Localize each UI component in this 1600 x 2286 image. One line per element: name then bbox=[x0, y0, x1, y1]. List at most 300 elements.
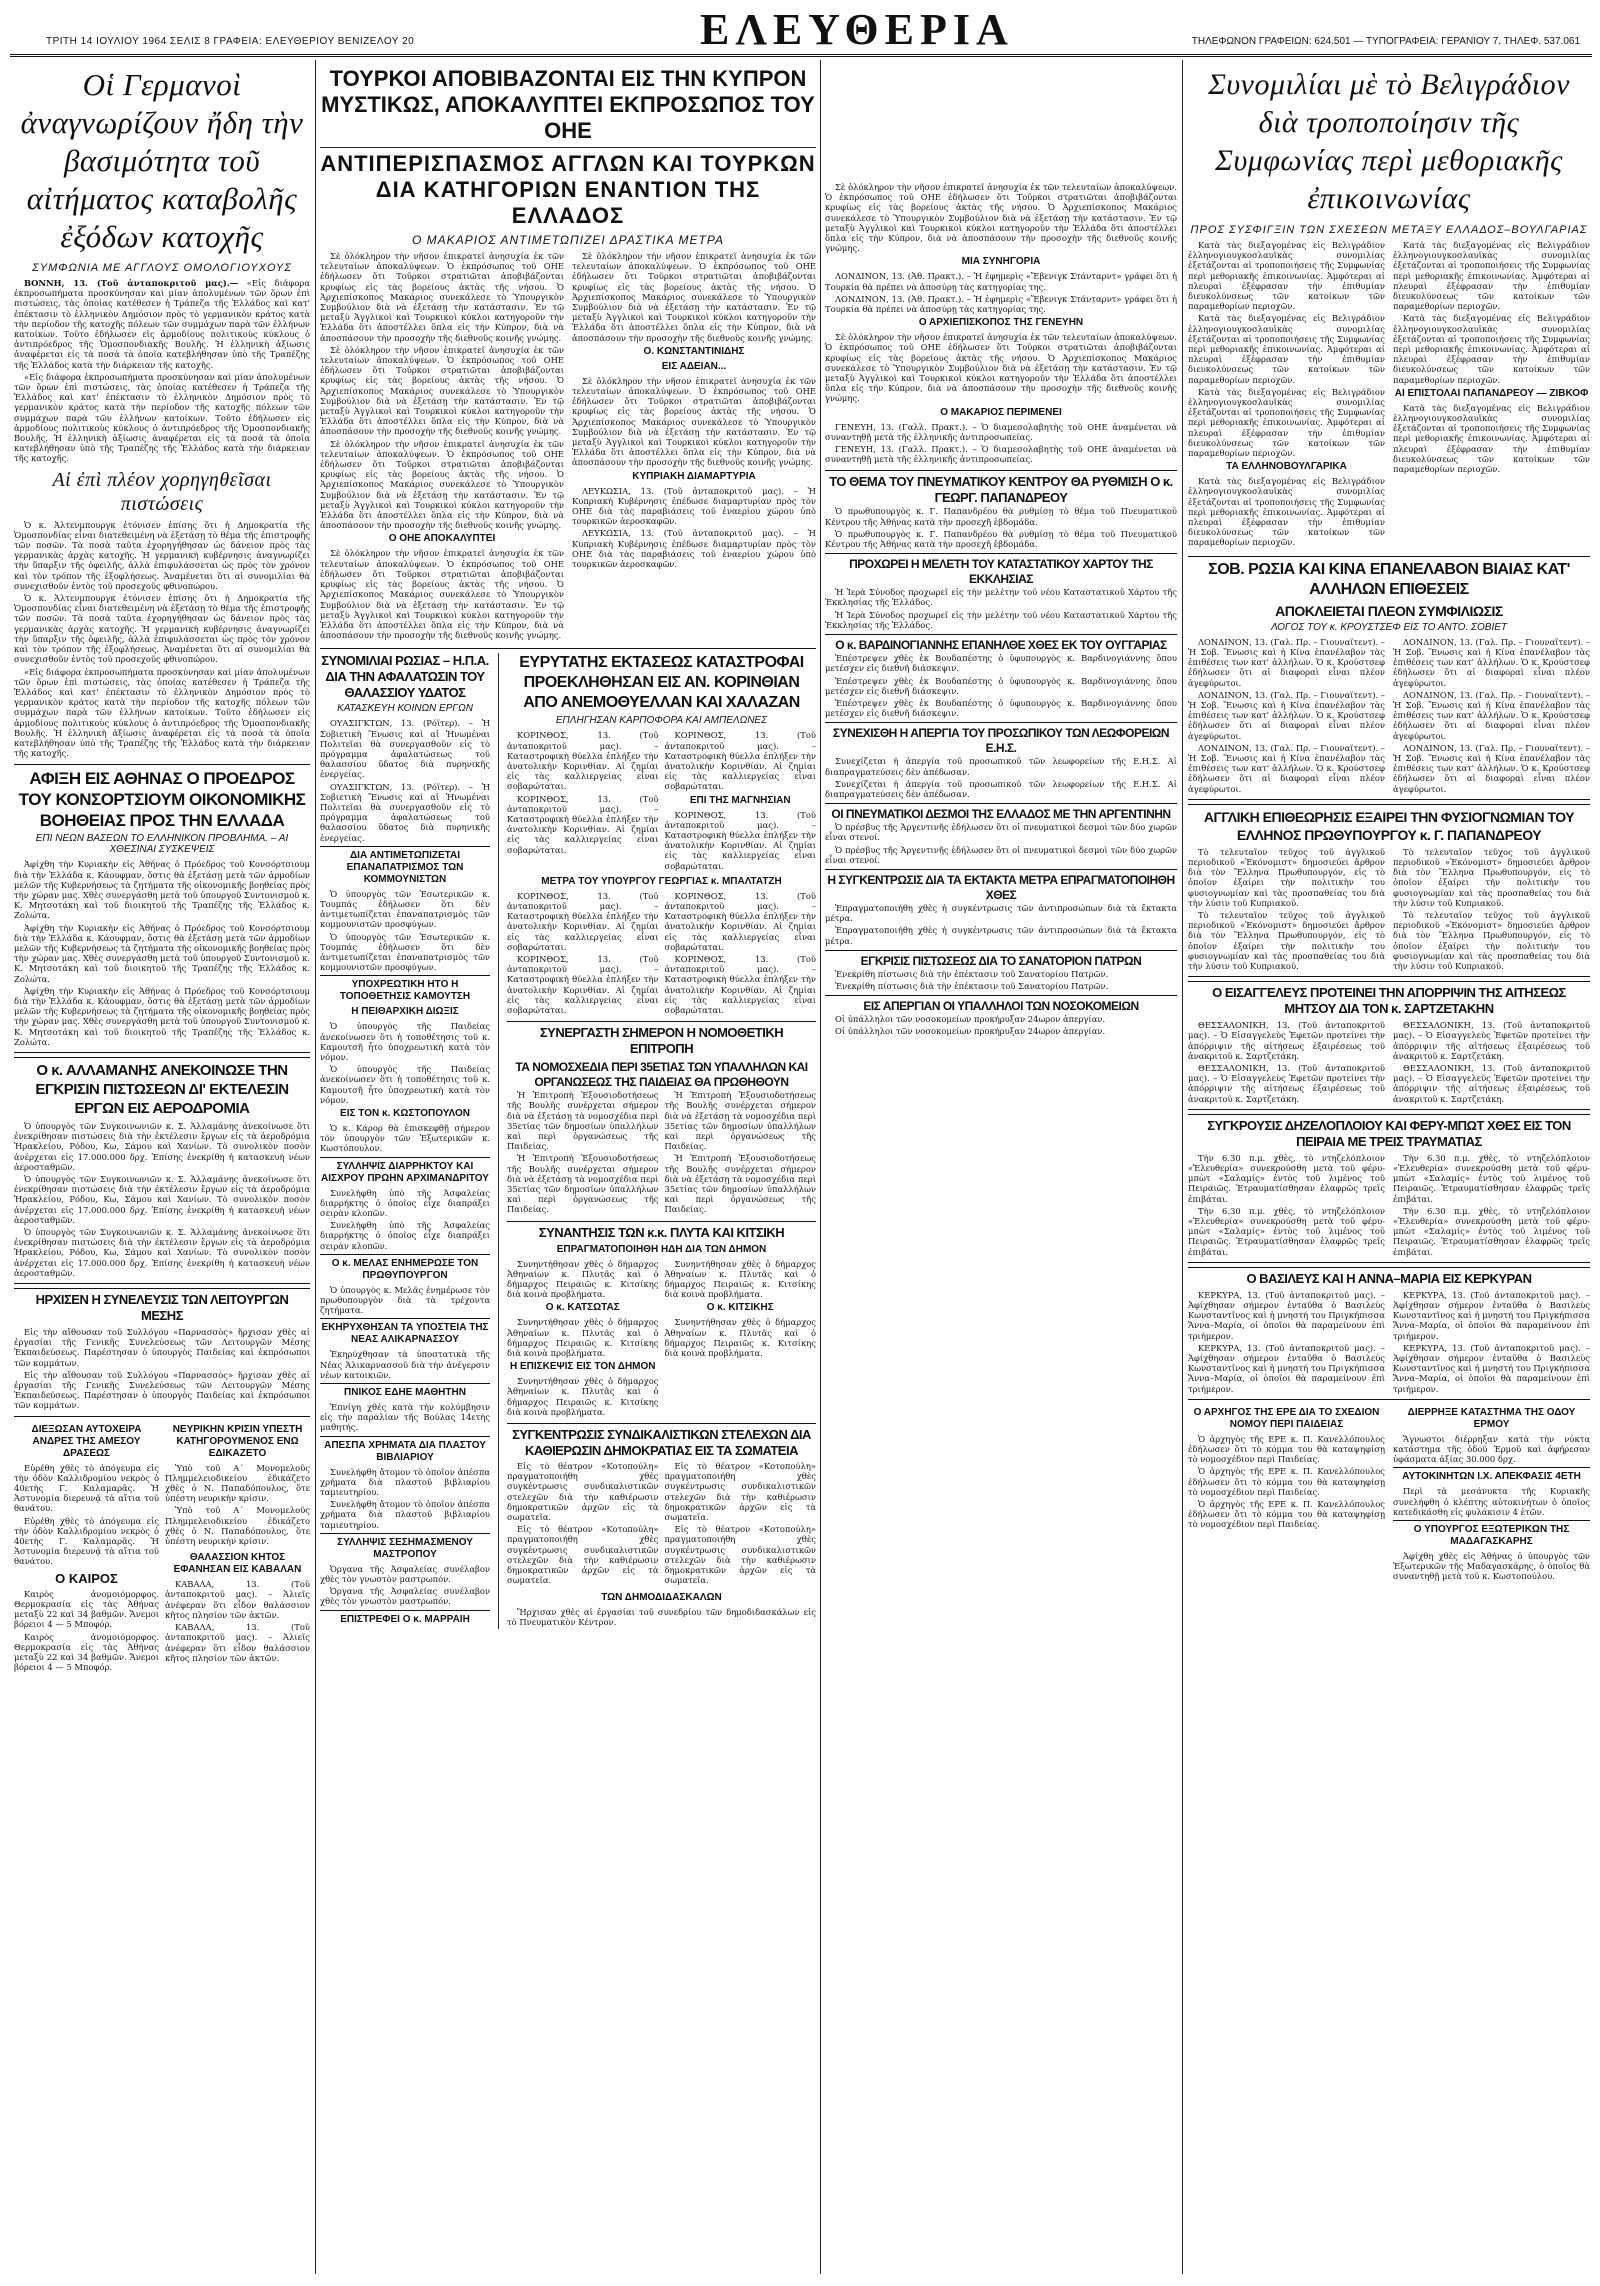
article-text: Ἀφίχθη τὴν Κυριακὴν εἰς Ἀθήνας ὁ Πρόεδρος τοῦ Κονσόρτσιουμ διὰ τὴν Ἑλλάδα κ. Κάουφμαν, ὅστις θὰ ἐξετάσῃ μετὰ τῶν ἁρμοδίων μελῶν τῆς Κυβερνήσεως τὰ ζητήματα τῆς οἰκονομικῆς βοηθείας πρὸς τὴν χώραν μας. Χθὲς συνεργάσθη μετὰ τοῦ ὑπουργοῦ Συντονισμοῦ κ. Κ. Μητσοτάκη καὶ τοῦ διοικητοῦ τῆς Τραπέζης τῆς Ἑλλάδος κ. Ζολώτα. bbox=[14, 922, 310, 984]
king-columns bbox=[1188, 1290, 1590, 1396]
article-body bbox=[572, 251, 816, 642]
article-headline: Ο ΒΑΣΙΛΕΥΣ ΚΑΙ Η ΑΝΝΑ–ΜΑΡΙΑ ΕΙΣ ΚΕΡΚΥΡΑΝ bbox=[1246, 1270, 1532, 1286]
article-body bbox=[1188, 637, 1385, 796]
article-text: ΚΟΡΙΝΘΟΣ, 13. (Τοῦ ἀνταποκριτοῦ μας). – Καταστροφικὴ θύελλα ἐπλήξεν τὴν ἀνατολικὴν Κορινθίαν. Αἱ ζημίαι εἰς τὰς καλλιεργείας εἶναι σοβαρώταται. bbox=[664, 809, 816, 871]
article-text: ΚΑΒΑΛΑ, 13. (Τοῦ ἀνταποκριτοῦ μας). – Ἁλιεῖς ἀνέφεραν ὅτι εἶδον θαλάσσιον κῆτος πλησίον τῶν ἀκτῶν. bbox=[165, 1622, 310, 1663]
article-text: ΚΟΡΙΝΘΟΣ, 13. (Τοῦ ἀνταποκριτοῦ μας). – Καταστροφικὴ θύελλα ἐπλήξεν τὴν ἀνατολικὴν Κορινθίαν. Αἱ ζημίαι εἰς τὰς καλλιεργείας εἶναι σοβαρώταται. bbox=[507, 730, 659, 792]
article-text: Ὁ ὑπουργὸς τῶν Ἐσωτερικῶν κ. Τουμπάς ἐδήλωσεν ὅτι δὲν ἀντιμετωπίζεται ἐπαναπατρισμὸς τῶν κομμουνιστῶν προσφύγων. bbox=[320, 888, 490, 930]
soviet-columns bbox=[1188, 637, 1590, 796]
article-body bbox=[320, 1188, 490, 1251]
subheading: Ο. ΚΩΝΣΤΑΝΤΙΝΙΔΗΣ bbox=[643, 345, 745, 357]
article-body bbox=[1393, 1290, 1590, 1396]
ferry-columns bbox=[1188, 1153, 1590, 1259]
article-text: Ὁ πρέσβυς τῆς Ἀργεντινῆς ἐδήλωσεν ὅτι οἱ πνευματικοὶ δεσμοὶ τῶν δύο χωρῶν εἶναι στενοί. bbox=[825, 822, 1177, 843]
article-headline: Η ΣΥΓΚΕΝΤΡΩΣΙΣ ΔΙΑ ΤΑ ΕΚΤΑΚΤΑ ΜΕΤΡΑ ΕΠΡΑΓΜΑΤΟΠΟΙΗΘΗ ΧΘΕΣ bbox=[827, 872, 1175, 902]
article-text: Κατὰ τὰς διεξαγομένας εἰς Βελιγράδιον ἑλληνογιουγκοσλαυϊκὰς συνομιλίας ἐξετάζονται αἱ τροποποιήσεις τῆς Συμφωνίας περὶ μεθοριακῆς ἐπικοινωνίας. Ἀμφότεραι αἱ πλευραὶ ἐξέφρασαν τὴν ἐπιθυμίαν διευκολύνσεως τῶν κατοίκων τῶν παραμεθορίων περιοχῶν. bbox=[1188, 386, 1385, 459]
article-text: Ἐνεκρίθη πίστωσις διὰ τὴν ἐπέκτασιν τοῦ Σανατορίου Πατρῶν. bbox=[835, 968, 1109, 979]
column-rule bbox=[1182, 60, 1183, 2274]
article-headline: ΤΟ ΘΕΜΑ ΤΟΥ ΠΝΕΥΜΑΤΙΚΟΥ ΚΕΝΤΡΟΥ ΘΑ ΡΥΘΜΙΣΗ Ο κ. ΓΕΩΡΓ. ΠΑΠΑΝΔΡΕΟΥ bbox=[829, 474, 1173, 506]
article-body bbox=[665, 1259, 817, 1419]
article-text: Ἡ Ἐπιτροπὴ Ἐξουσιοδοτήσεως τῆς Βουλῆς συνέρχεται σήμερον διὰ νὰ ἐξετάσῃ τὰ νομοσχέδια περὶ 35ετίας τῶν δημοσίων ὑπαλλήλων καὶ περὶ ὀργανώσεως τῆς Παιδείας. bbox=[507, 1153, 659, 1215]
article-body bbox=[825, 1014, 1177, 1036]
article-body bbox=[14, 859, 310, 1047]
article-text: Ἐπέστρεψεν χθὲς ἐκ Βουδαπέστης ὁ ὑφυπουργὸς κ. Βαρδινογιάννης ὅπου μετέσχεν εἰς διεθνῆ διάσκεψιν. bbox=[825, 675, 1177, 696]
article-text: Τὸ τελευταῖον τεῦχος τοῦ ἀγγλικοῦ περιοδικοῦ «Ἐκόνομιστ» δημοσιεύει ἄρθρον διὰ τὸν Ἕλληνα Πρωθυπουργόν, εἰς τὸ ὁποῖον ἐξαίρει τὴν πολιτικὴν του φυσιογνωμίαν καὶ τὰς προσπαθείας του διὰ τὴν λύσιν τοῦ Κυπριακοῦ. bbox=[1188, 846, 1385, 908]
article-body bbox=[1393, 1551, 1590, 1582]
article-body bbox=[320, 1564, 490, 1607]
article-text: Σὲ ὁλόκληρον τὴν νῆσον ἐπικρατεῖ ἀνησυχία ἐκ τῶν τελευταίων ἀποκαλύψεων. Ὁ ἐκπρόσωπος τοῦ ΟΗΕ ἐδήλωσεν ὅτι Τοῦρκοι στρατιῶται ἀποβιβάζονται κρυφίως εἰς τὰς βορείους ἀκτὰς τῆς νήσου. Ὁ Ἀρχιεπίσκοπος Μακάριος συνεκάλεσε τὸ Ὑπουργικὸν Συμβούλιον διὰ νὰ ἐξετάσῃ τὴν κατάστασιν. Ἐν τῷ μεταξὺ Ἀγγλικοὶ καὶ Τουρκικοὶ κύκλοι κατηγοροῦν τὴν Ἑλλάδα ὅτι ἀποστέλλει ὅπλα εἰς τὴν Κύπρον, διὰ νὰ ἀποσπάσουν τὴν προσοχὴν τῆς διεθνοῦς κοινῆς γνώμης. bbox=[825, 332, 1177, 404]
column-right-center bbox=[825, 62, 1177, 2276]
article-body bbox=[825, 506, 1177, 549]
article-gathering bbox=[825, 869, 1177, 946]
corinth-columns bbox=[507, 730, 816, 872]
article-suicide bbox=[14, 1421, 159, 1675]
article-text: Σὲ ὁλόκληρον τὴν νῆσον ἐπικρατεῖ ἀνησυχία ἐκ τῶν τελευταίων ἀποκαλύψεων. Ὁ ἐκπρόσωπος τοῦ ΟΗΕ ἐδήλωσεν ὅτι Τοῦρκοι στρατιῶται ἀποβιβάζονται κρυφίως εἰς τὰς βορείους ἀκτὰς τῆς νήσου. Ὁ Ἀρχιεπίσκοπος Μακάριος συνεκάλεσε τὸ Ὑπουργικὸν Συμβούλιον διὰ νὰ ἐξετάσῃ τὴν κατάστασιν. Ἐν τῷ μεταξὺ Ἀγγλικοὶ καὶ Τουρκικοὶ κύκλοι κατηγοροῦν τὴν Ἑλλάδα ὅτι ἀποστέλλει ὅπλα εἰς τὴν Κύπρον, διὰ νὰ ἀποσπάσουν τὴν προσοχὴν τῆς διεθνοῦς κοινῆς γνώμης. bbox=[320, 438, 564, 531]
article-headline: ΑΠΕΣΠΑ ΧΡΗΜΑΤΑ ΔΙΑ ΠΛΑΣΤΟΥ ΒΙΒΛΙΑΡΙΟΥ bbox=[320, 1436, 490, 1464]
article-headline: ΘΑΛΑΣΣΙΟΝ ΚΗΤΟΣ ΕΦΑΝΗΣΑΝ ΕΙΣ ΚΑΒΑΛΑΝ bbox=[173, 1552, 302, 1576]
article-body bbox=[825, 903, 1177, 946]
article-text: «Εἰς διάφορα ἐκπροσωπήματα προσκύνησαν καὶ μίαν ἀπολυμένων τῶν ὅρων ἐπὶ πιστώσεις, τὰς ὁποίας κατέθεσεν ἡ Τράπεζα τῆς Ἑλλάδος καὶ κατ' ἐπέκτασιν τὸ ἑλληνικὸν Δημόσιον πρὸς τὸ γερμανικὸν κράτος κατὰ τὴν περίοδον τῆς κατοχῆς πόλεων τῶν συμμάχων παρὰ τῶν ἐλλήνων κατοίκων. Τοῦτο ἐδήλωσεν εἰς ἀρμοδίους πολιτικοὺς κύκλους ὁ ἀντιπρόεδρος τῆς Ὁμοσπονδιακῆς Βουλῆς. Ἡ ἑλληνικὴ ἀξίωσις ἀναφέρεται εἰς τὰ ποσὰ τὰ ὁποῖα κατεβλήθησαν ὑπὸ τῆς Τραπέζης τῆς Ἑλλάδος κατὰ τὴν διάρκειαν τῆς κατοχῆς. bbox=[14, 371, 310, 464]
article-text: Εἰς τὸ θέατρον «Κοτοπούλη» πραγματοποιήθη χθὲς συγκέντρωσις συνδικαλιστικῶν στελεχῶν διὰ τὴν καθιέρωσιν δημοκρατικῶν ἀρχῶν εἰς τὰ σωματεῖα. bbox=[507, 1524, 659, 1586]
article-kicker: ΛΟΓΟΣ ΤΟΥ κ. ΚΡΟΥΣΤΣΕΦ ΕΙΣ ΤΟ ΑΝΤΟ. ΣΟΒΙΕΤ bbox=[1270, 621, 1507, 633]
article-text: Τὴν 6.30 π.μ. χθὲς, τὸ ντηζελόπλοιον «Ἐλευθερία» συνεκρούσθη μετὰ τοῦ φέρυ-μπὼτ «Σαλαμίς» ἐντὸς τοῦ λιμένος τοῦ Πειραιῶς. Ἐτραυματίσθησαν ἐλαφρῶς τρεῖς ἐπιβάται. bbox=[1393, 1205, 1590, 1257]
article-unions bbox=[507, 1423, 816, 1587]
column-right bbox=[1188, 62, 1590, 2276]
article-body bbox=[1188, 1153, 1385, 1259]
article-body bbox=[1188, 1290, 1385, 1396]
article-text: Ἡ Ἱερὰ Σύνοδος προχωρεῖ εἰς τὴν μελέτην τοῦ νέου Καταστατικοῦ Χάρτου τῆς Ἐκκλησίας τῆς Ἑλλάδος. bbox=[825, 587, 1177, 608]
article-text: Σὲ ὁλόκληρον τὴν νῆσον ἐπικρατεῖ ἀνησυχία ἐκ τῶν τελευταίων ἀποκαλύψεων. Ὁ ἐκπρόσωπος τοῦ ΟΗΕ ἐδήλωσεν ὅτι Τοῦρκοι στρατιῶται ἀποβιβάζονται κρυφίως εἰς τὰς βορείους ἀκτὰς τῆς νήσου. Ὁ Ἀρχιεπίσκοπος Μακάριος συνεκάλεσε τὸ Ὑπουργικὸν Συμβούλιον διὰ νὰ ἐξετάσῃ τὴν κατάστασιν. Ἐν τῷ μεταξὺ Ἀγγλικοὶ καὶ Τουρκικοὶ κύκλοι κατηγοροῦν τὴν Ἑλλάδα ὅτι ἀποστέλλει ὅπλα εἰς τὴν Κύπρον, διὰ νὰ ἀποσπάσουν τὴν προσοχὴν τῆς διεθνοῦς κοινῆς γνώμης. bbox=[825, 182, 1177, 254]
article-text: Ὁ ἀρχηγὸς τῆς ΕΡΕ κ. Π. Κανελλόπουλος ἐδήλωσεν ὅτι τὸ κόμμα του θὰ καταψηφίσῃ τὸ νομοσχέδιον περὶ Παιδείας. bbox=[1188, 1466, 1385, 1497]
article-text: ΚΟΡΙΝΘΟΣ, 13. (Τοῦ ἀνταποκριτοῦ μας). – Καταστροφικὴ θύελλα ἐπλήξεν τὴν ἀνατολικὴν Κορινθίαν. Αἱ ζημίαι εἰς τὰς καλλιεργείας εἶναι σοβαρώταται. bbox=[664, 890, 816, 952]
article-headline: ΠΝΙΚΟΣ ΕΔΗΕ ΜΑΘΗΤΗΝ bbox=[320, 1383, 490, 1399]
article-headline: ΔΙΑ ΑΝΤΙΜΕΤΩΠΙΖΕΤΑΙ ΕΠΑΝΑΠΑΤΡΙΣΜΟΣ ΤΩΝ ΚΟΜΜΟΥΝΙΣΤΩΝ bbox=[320, 846, 490, 886]
article-headline: ΔΙΕΡΡΗΞΕ ΚΑΤΑΣΤΗΜΑ ΤΗΣ ΟΔΟΥ ΕΡΜΟΥ bbox=[1407, 1406, 1576, 1430]
article-kicker: ΕΠΛΗΓΗΣΑΝ ΚΑΡΠΟΦΟΡΑ ΚΑΙ ΑΜΠΕΛΩΝΕΣ bbox=[555, 715, 768, 727]
article-text: Σὲ ὁλόκληρον τὴν νῆσον ἐπικρατεῖ ἀνησυχία ἐκ τῶν τελευταίων ἀποκαλύψεων. Ὁ ἐκπρόσωπος τοῦ ΟΗΕ ἐδήλωσεν ὅτι Τοῦρκοι στρατιῶται ἀποβιβάζονται κρυφίως εἰς τὰς βορείους ἀκτὰς τῆς νήσου. Ὁ Ἀρχιεπίσκοπος Μακάριος συνεκάλεσε τὸ Ὑπουργικὸν Συμβούλιον διὰ νὰ ἐξετάσῃ τὴν κατάστασιν. Ἐν τῷ μεταξὺ Ἀγγλικοὶ καὶ Τουρκικοὶ κύκλοι κατηγοροῦν τὴν Ἑλλάδα ὅτι ἀποστέλλει ὅπλα εἰς τὴν Κύπρον, διὰ νὰ ἀποσπάσουν τὴν προσοχὴν τῆς διεθνοῦς κοινῆς γνώμης. bbox=[572, 251, 816, 343]
article-text: Τὴν 6.30 π.μ. χθὲς, τὸ ντηζελόπλοιον «Ἐλευθερία» συνεκρούσθη μετὰ τοῦ φέρυ-μπὼτ «Σαλαμίς» ἐντὸς τοῦ λιμένος τοῦ Πειραιῶς. Ἐτραυματίσθησαν ἐλαφρῶς τρεῖς ἐπιβάται. bbox=[1188, 1205, 1385, 1257]
article-text: ΚΕΡΚΥΡΑ, 13. (Τοῦ ἀνταποκριτοῦ μας). – Ἀφίχθησαν σήμερον ἐνταῦθα ὁ Βασιλεὺς Κωνσταντῖνος καὶ ἡ μνηστή του Πριγκήπισσα Ἄννα–Μαρία, οἱ ὁποῖοι θὰ παραμείνουν ἐπὶ τριήμερον. bbox=[1188, 1289, 1385, 1341]
article-text: Συνελήφθη ἄτομον τὸ ὁποῖον ἀπέσπα χρήματα διὰ πλαστοῦ βιβλιαρίου ταμιευτηρίου. bbox=[320, 1466, 490, 1498]
article-text: ΟΥΑΣΙΓΚΤΩΝ, 13. (Ρόϊτερ). – Ἡ Σοβιετικὴ Ἕνωσις καὶ αἱ Ἡνωμέναι Πολιτεῖαι θὰ συνεργασθοῦν εἰς τὸ πρόγραμμα ἀφαλατώσεως τοῦ θαλασσίου ὕδατος διὰ πυρηνικῆς ἐνεργείας. bbox=[320, 718, 490, 780]
article-body bbox=[320, 1021, 490, 1105]
article-body bbox=[825, 182, 1177, 464]
article-text: Κατὰ τὰς διεξαγομένας εἰς Βελιγράδιον ἑλληνογιουγκοσλαυϊκὰς συνομιλίας ἐξετάζονται αἱ τροποποιήσεις τῆς Συμφωνίας περὶ μεθοριακῆς ἐπικοινωνίας. Ἀμφότεραι αἱ πλευραὶ ἐξέφρασαν τὴν ἐπιθυμίαν διευκολύνσεως τῶν κατοίκων τῶν παραμεθορίων περιοχῶν. bbox=[1188, 476, 1385, 548]
article-text: Συνηντήθησαν χθὲς ὁ δήμαρχος Ἀθηναίων κ. Πλυτᾶς καὶ ὁ δήμαρχος Πειραιῶς κ. Κιτσίκης διὰ κοινὰ προβλήματα. bbox=[507, 1317, 659, 1359]
article-headline: ΑΓΓΛΙΚΗ ΕΠΙΘΕΩΡΗΣΙΣ ΕΞΑΙΡΕΙ ΤΗΝ ΦΥΣΙΟΓΝΩΜΙΑΝ ΤΟΥ ΕΛΛΗΝΟΣ ΠΡΩΘΥΠΟΥΡΓΟΥ κ. Γ. ΠΑΠΑΝΔΡΕΟΥ bbox=[1203, 808, 1575, 843]
article-text: ΛΟΝΔΙΝΟΝ, 13. (Ἀθ. Πρακτ.). – Ἡ ἐφημερὶς «Ἔβενιγκ Στάνταρντ» γράφει ὅτι ἡ Τουρκία θὰ πρέπει νὰ ἀποσύρῃ τὰς κατηγορίας της. bbox=[825, 271, 1177, 292]
article-headline: ΥΠΟΧΡΕΩΤΙΚΗ ΗΤΟ Η ΤΟΠΟΘΕΤΗΣΙΣ ΚΑΜΟΥΤΣΗ bbox=[320, 975, 490, 1003]
article-text: Ἡ Ἱερὰ Σύνοδος προχωρεῖ εἰς τὴν μελέτην τοῦ νέου Καταστατικοῦ Χάρτου τῆς Ἐκκλησίας τῆς Ἑλλάδος. bbox=[825, 609, 1177, 630]
mid-wide-column bbox=[507, 653, 816, 1629]
subheading: ΜΙΑ ΣΥΝΗΓΟΡΙΑ bbox=[961, 256, 1041, 268]
sartzetakis-columns bbox=[1188, 1020, 1590, 1106]
article-text: Ἡ Ἐπιτροπὴ Ἐξουσιοδοτήσεως τῆς Βουλῆς συνέρχεται σήμερον διὰ νὰ ἐξετάσῃ τὰ νομοσχέδια περὶ 35ετίας τῶν δημοσίων ὑπαλλήλων καὶ περὶ ὀργανώσεως τῆς Παιδείας. bbox=[664, 1090, 816, 1152]
article-headline: ΣΥΝΟΜΙΛΙΑΙ ΡΩΣΙΑΣ – Η.Π.Α. ΔΙΑ ΤΗΝ ΑΦΑΛΑΤΩΣΙΝ ΤΟΥ ΘΑΛΑΣΣΙΟΥ ΥΔΑΤΟΣ bbox=[321, 653, 489, 701]
masthead-title: ΕΛΕΥΘΕΡΙΑ bbox=[700, 5, 1014, 54]
divider bbox=[320, 147, 816, 148]
article-body bbox=[507, 1090, 659, 1216]
article-text: Ὁ ὑπουργὸς τῆς Παιδείας ἀνεκοίνωσεν ὅτι ἡ τοποθέτησις τοῦ κ. Καμουτσῆ ἦτο ὑποχρεωτικὴ κατὰ τὸν νόμον. bbox=[320, 1021, 490, 1062]
article-text: Σὲ ὁλόκληρον τὴν νῆσον ἐπικρατεῖ ἀνησυχία ἐκ τῶν τελευταίων ἀποκαλύψεων. Ὁ ἐκπρόσωπος τοῦ ΟΗΕ ἐδήλωσεν ὅτι Τοῦρκοι στρατιῶται ἀποβιβάζονται κρυφίως εἰς τὰς βορείους ἀκτὰς τῆς νήσου. Ὁ Ἀρχιεπίσκοπος Μακάριος συνεκάλεσε τὸ Ὑπουργικὸν Συμβούλιον διὰ νὰ ἐξετάσῃ τὴν κατάστασιν. Ἐν τῷ μεταξὺ Ἀγγλικοὶ καὶ Τουρκικοὶ κύκλοι κατηγοροῦν τὴν Ἑλλάδα ὅτι ἀποστέλλει ὅπλα εἰς τὴν Κύπρον, διὰ νὰ ἀποσπάσουν τὴν προσοχὴν τῆς διεθνοῦς κοινῆς γνώμης. bbox=[572, 375, 816, 468]
article-headline: ΣΥΛΛΗΨΙΣ ΣΕΣΗΜΑΣΜΕΝΟΥ ΜΑΣΤΡΟΠΟΥ bbox=[320, 1533, 490, 1561]
article-headline: ΝΕΥΡΙΚΗΝ ΚΡΙΣΙΝ ΥΠΕΣΤΗ ΚΑΤΗΓΟΡΟΥΜΕΝΟΣ ΕΝΩ ΕΔΙΚΑΖΕΤΟ bbox=[172, 1423, 303, 1459]
weather-body bbox=[14, 1589, 159, 1673]
article-text: Συνηντήθησαν χθὲς ὁ δήμαρχος Ἀθηναίων κ. Πλυτᾶς καὶ ὁ δήμαρχος Πειραιῶς κ. Κιτσίκης διὰ κοινὰ προβλήματα. bbox=[507, 1258, 659, 1300]
article-body bbox=[1393, 637, 1590, 796]
article-text: Ὀργανα τῆς Ἀσφαλείας συνέλαβον χθὲς τὸν γνωστὸν μαστρωπόν. bbox=[320, 1563, 490, 1585]
article-body bbox=[507, 1461, 659, 1587]
article-headline: Ο ΑΡΧΗΓΟΣ ΤΗΣ ΕΡΕ ΔΙΑ ΤΟ ΣΧΕΔΙΟΝ ΝΟΜΟΥ ΠΕΡΙ ΠΑΙΔΕΙΑΣ bbox=[1193, 1406, 1380, 1430]
article-text: Συνελήφθη ἄτομον τὸ ὁποῖον ἀπέσπα χρήματα διὰ πλαστοῦ βιβλιαρίου ταμιευτηρίου. bbox=[320, 1499, 490, 1530]
article-text: ΟΥΑΣΙΓΚΤΩΝ, 13. (Ρόϊτερ). – Ἡ Σοβιετικὴ Ἕνωσις καὶ αἱ Ἡνωμέναι Πολιτεῖαι θὰ συνεργασθοῦν εἰς τὸ πρόγραμμα ἀφαλατώσεως τοῦ θαλασσίου ὕδατος διὰ πυρηνικῆς ἐνεργείας. bbox=[320, 781, 490, 843]
article-airports bbox=[14, 1057, 310, 1284]
newspaper-page bbox=[10, 6, 1592, 2280]
article-body bbox=[320, 718, 490, 842]
bottom-right-right bbox=[1393, 1404, 1590, 1584]
main-headline-germans: Οἱ Γερμανοὶ ἀναγνωρίζουν ἤδη τὴν βασιμότητα τοῦ αἰτήματος καταβολῆς ἐξόδων κατοχῆς bbox=[20, 67, 304, 254]
article-body bbox=[1188, 1434, 1385, 1530]
article-subheadline: ΤΑ ΝΟΜΟΣΧΕΔΙΑ ΠΕΡΙ 35ΕΤΙΑΣ ΤΩΝ ΥΠΑΛΛΗΛΩΝ ΚΑΙ ΟΡΓΑΝΩΣΕΩΣ ΤΗΣ ΠΑΙΔΕΙΑΣ ΘΑ ΠΡΩΘΗΘΟΥΝ bbox=[515, 1060, 808, 1090]
column-rule bbox=[315, 60, 316, 2274]
article-headline-corinth: ΕΥΡΥΤΑΤΗΣ ΕΚΤΑΣΕΩΣ ΚΑΤΑΣΤΡΟΦΑΙ ΠΡΟΕΚΛΗΘΗΣΑΝ ΕΙΣ ΑΝ. ΚΟΡΙΝΘΙΑΝ ΑΠΟ ΑΝΕΜΟΘΥΕΛΛΑΝ ΚΑΙ ΧΑΛΑΖΑΝ bbox=[519, 654, 804, 712]
article-body bbox=[1188, 240, 1385, 550]
article-text: Ὁ ὑπουργὸς τῆς Παιδείας ἀνεκοίνωσεν ὅτι ἡ τοποθέτησις τοῦ κ. Καμουτσῆ ἦτο ὑποχρεωτικὴ κατὰ τὸν νόμον. bbox=[320, 1064, 490, 1105]
article-text: ΘΕΣΣΑΛΟΝΙΚΗ, 13. (Τοῦ ἀνταποκριτοῦ μας). – Ὁ Εἰσαγγελεὺς Ἐφετῶν προτείνει τὴν ἀπόρριψιν τῆς αἰτήσεως ἐξαιρέσεως τοῦ ἀνακριτοῦ κ. Σαρτζετάκη. bbox=[1393, 1020, 1590, 1061]
article-text: Κατὰ τὰς διεξαγομένας εἰς Βελιγράδιον ἑλληνογιουγκοσλαυϊκὰς συνομιλίας ἐξετάζονται αἱ τροποποιήσεις τῆς Συμφωνίας περὶ μεθοριακῆς ἐπικοινωνίας. Ἀμφότεραι αἱ πλευραὶ ἐξέφρασαν τὴν ἐπιθυμίαν διευκολύνσεως τῶν κατοίκων τῶν παραμεθορίων περιοχῶν. bbox=[1188, 313, 1385, 385]
article-body bbox=[1188, 1020, 1385, 1106]
bottom-right-left bbox=[1188, 1404, 1385, 1584]
article-body bbox=[825, 822, 1177, 865]
article-text: Καιρὸς ἀνομοιόμορφος. Θερμοκρασία εἰς τὰς Ἀθήνας μεταξὺ 22 καὶ 34 βαθμῶν. Ἄνεμοι βόρειοι 4 — 5 Μποφόρ. bbox=[14, 1631, 159, 1673]
article-text: Ἀφίχθη χθὲς εἰς Ἀθήνας ὁ ὑπουργὸς τῶν Ἐξωτερικῶν τῆς Μαδαγασκάρης, ὁ ὁποῖος θὰ συναντηθῇ μετὰ τοῦ κ. Κωστοπούλου. bbox=[1393, 1551, 1590, 1582]
article-sartzetakis bbox=[1188, 981, 1590, 1110]
article-headline: ΣΥΝΕΧΙΣΘΗ Η ΑΠΕΡΓΙΑ ΤΟΥ ΠΡΟΣΩΠΙΚΟΥ ΤΩΝ ΛΕΩΦΟΡΕΙΩΝ Ε.Η.Σ. bbox=[832, 726, 1170, 756]
article-text: Σὲ ὁλόκληρον τὴν νῆσον ἐπικρατεῖ ἀνησυχία ἐκ τῶν τελευταίων ἀποκαλύψεων. Ὁ ἐκπρόσωπος τοῦ ΟΗΕ ἐδήλωσεν ὅτι Τοῦρκοι στρατιῶται ἀποβιβάζονται κρυφίως εἰς τὰς βορείους ἀκτὰς τῆς νήσου. Ὁ Ἀρχιεπίσκοπος Μακάριος συνεκάλεσε τὸ Ὑπουργικὸν Συμβούλιον διὰ νὰ ἐξετάσῃ τὴν κατάστασιν. Ἐν τῷ μεταξὺ Ἀγγλικοὶ καὶ Τουρκικοὶ κύκλοι κατηγοροῦν τὴν Ἑλλάδα ὅτι ἀποστέλλει ὅπλα εἰς τὴν Κύπρον, διὰ νὰ ἀποσπάσουν τὴν προσοχὴν τῆς διεθνοῦς κοινῆς γνώμης. bbox=[320, 344, 564, 437]
article-text: Κατὰ τὰς διεξαγομένας εἰς Βελιγράδιον ἑλληνογιουγκοσλαυϊκὰς συνομιλίας ἐξετάζονται αἱ τροποποιήσεις τῆς Συμφωνίας περὶ μεθοριακῆς ἐπικοινωνίας. Ἀμφότεραι αἱ πλευραὶ ἐξέφρασαν τὴν ἐπιθυμίαν διευκολύνσεως τῶν κατοίκων τῶν παραμεθορίων περιοχῶν. bbox=[1393, 402, 1590, 475]
article-text: Ἐπραγματοποιήθη χθὲς ἡ συγκέντρωσις τῶν ἀντιπροσώπων διὰ τὰ ἔκτακτα μέτρα. bbox=[825, 902, 1177, 924]
article-headline: ΠΡΟΧΩΡΕΙ Η ΜΕΛΕΤΗ ΤΟΥ ΚΑΤΑΣΤΑΤΙΚΟΥ ΧΑΡΤΟΥ ΤΗΣ ΕΚΚΛΗΣΙΑΣ bbox=[849, 557, 1153, 587]
article-text: Εἰς τὸ θέατρον «Κοτοπούλη» πραγματοποιήθη χθὲς συγκέντρωσις συνδικαλιστικῶν στελεχῶν διὰ τὴν καθιέρωσιν δημοκρατικῶν ἀρχῶν εἰς τὰ σωματεῖα. bbox=[507, 1461, 659, 1523]
article-text: Εἰς τὴν αἴθουσαν τοῦ Συλλόγου «Παρνασσὸς» ἤρχισαν χθὲς αἱ ἐργασίαι τῆς Γενικῆς Συνελεύσεως τῶν Λειτουργῶν Μέσης Ἐκπαιδεύσεως. Παρέστησαν ὁ ὑπουργὸς Παιδείας καὶ ἐκπρόσωποι τῶν κομμάτων. bbox=[14, 1327, 310, 1368]
article-text: Ἐπέστρεψεν χθὲς ἐκ Βουδαπέστης ὁ ὑφυπουργὸς κ. Βαρδινογιάννης ὅπου μετέσχεν εἰς διεθνῆ διάσκεψιν. bbox=[825, 653, 1177, 674]
weather-heading: Ο ΚΑΙΡΟΣ bbox=[55, 1570, 118, 1586]
article-text: Ὑπὸ τοῦ Α΄ Μονομελοῦς Πλημμελειοδικείου ἐδικάζετο χθὲς ὁ Ν. Παπαδόπουλος, ὅτε ὑπέστη νευρικὴν κρίσιν. bbox=[165, 1505, 310, 1547]
article-body bbox=[320, 1402, 490, 1433]
kicker: Ο ΜΑΚΑΡΙΟΣ ΑΝΤΙΜΕΤΩΠΙΖΕΙ ΔΡΑΣΤΙΚΑ ΜΕΤΡΑ bbox=[412, 233, 724, 247]
article-headline: ΣΥΛΛΗΨΙΣ ΔΙΑΡΡΗΚΤΟΥ ΚΑΙ ΑΙΣΧΡΟΥ ΠΡΩΗΝ ΑΡΧΙΜΑΝΔΡΙΤΟΥ bbox=[320, 1157, 490, 1185]
article-ferry bbox=[1188, 1114, 1590, 1263]
article-headline: ΕΠΙΣΤΡΕΦΕΙ Ο κ. ΜΑΡΡΑΙΗ bbox=[320, 1610, 490, 1626]
article-headline: ΤΩΝ ΔΗΜΟΔΙΔΑΣΚΑΛΩΝ bbox=[601, 1591, 722, 1603]
article-headline: ΑΦΙΞΗ ΕΙΣ ΑΘΗΝΑΣ Ο ΠΡΟΕΔΡΟΣ ΤΟΥ ΚΟΝΣΟΡΤΣΙΟΥΜ ΟΙΚΟΝΟΜΙΚΗΣ ΒΟΗΘΕΙΑΣ ΠΡΟΣ ΤΗΝ ΕΛΛΑΔΑ bbox=[18, 769, 306, 831]
article-text: Συνεχίζεται ἡ ἀπεργία τοῦ προσωπικοῦ τῶν λεωφορείων τῆς Ε.Η.Σ. Αἱ διαπραγματεύσεις δὲν ἀπέδωσαν. bbox=[825, 778, 1177, 799]
article-body bbox=[507, 1259, 659, 1419]
subheading: Η ΠΕΙΘΑΡΧΙΚΗ ΔΙΩΞΙΣ bbox=[351, 1006, 459, 1018]
article-text: Ἡ Ἐπιτροπὴ Ἐξουσιοδοτήσεως τῆς Βουλῆς συνέρχεται σήμερον διὰ νὰ ἐξετάσῃ τὰ νομοσχέδια περὶ 35ετίας τῶν δημοσίων ὑπαλλήλων καὶ περὶ ὀργανώσεως τῆς Παιδείας. bbox=[507, 1090, 659, 1152]
article-text: Ὁ ὑπουργὸς τῶν Συγκοινωνιῶν κ. Σ. Ἀλλαμάνης ἀνεκοίνωσε ὅτι ἐνεκρίθησαν πιστώσεις διὰ τὴν ἐκτέλεσιν ἔργων εἰς τὰ ἀεροδρόμια Ἡρακλείου, Ρόδου, Κω, Σάμου καὶ Χανίων. Τὸ συνολικὸν ποσὸν ἀνέρχεται εἰς 17.000.000 δρχ. Ἐπίσης ἐνεκρίθη ἡ κατασκευὴ νέων ἀεροσταθμῶν. bbox=[14, 1174, 310, 1225]
article-body bbox=[14, 1463, 159, 1567]
article-text: Οἱ ὑπάλληλοι τῶν νοσοκομείων προκήρυξαν 24ωρον ἀπεργίαν. bbox=[835, 1014, 1106, 1025]
article-text: Ἐπέστρεψεν χθὲς ἐκ Βουδαπέστης ὁ ὑφυπουργὸς κ. Βαρδινογιάννης ὅπου μετέσχεν εἰς διεθνῆ διάσκεψιν. bbox=[825, 697, 1177, 719]
article-body bbox=[14, 1121, 310, 1278]
legislative-columns bbox=[507, 1090, 816, 1216]
article-text: Ὁ κ. Κάρορ θὰ ἐπισκεφθῇ σήμερον τὸν ὑπουργὸν τῶν Ἐξωτερικῶν κ. Κωστόπουλον. bbox=[320, 1123, 490, 1154]
article-headline: ΣΟΒ. ΡΩΣΙΑ ΚΑΙ ΚΙΝΑ ΕΠΑΝΕΛΑΒΟΝ ΒΙΑΙΑΣ ΚΑΤ' ΑΛΛΗΛΩΝ ΕΠΙΘΕΣΕΙΣ bbox=[1208, 560, 1570, 598]
article-text: Κατὰ τὰς διεξαγομένας εἰς Βελιγράδιον ἑλληνογιουγκοσλαυϊκὰς συνομιλίας ἐξετάζονται αἱ τροποποιήσεις τῆς Συμφωνίας περὶ μεθοριακῆς ἐπικοινωνίας. Ἀμφότεραι αἱ πλευραὶ ἐξέφρασαν τὴν ἐπιθυμίαν διευκολύνσεως τῶν κατοίκων τῶν παραμεθορίων περιοχῶν. bbox=[1188, 240, 1385, 312]
article-text: Τὸ τελευταῖον τεῦχος τοῦ ἀγγλικοῦ περιοδικοῦ «Ἐκόνομιστ» δημοσιεύει ἄρθρον διὰ τὸν Ἕλληνα Πρωθυπουργόν, εἰς τὸ ὁποῖον ἐξαίρει τὴν πολιτικὴν του φυσιογνωμίαν καὶ τὰς προσπαθείας του διὰ τὴν λύσιν τοῦ Κυπριακοῦ. bbox=[1393, 846, 1590, 908]
article-text: ΚΕΡΚΥΡΑ, 13. (Τοῦ ἀνταποκριτοῦ μας). – Ἀφίχθησαν σήμερον ἐνταῦθα ὁ Βασιλεὺς Κωνσταντῖνος καὶ ἡ μνηστή του Πριγκήπισσα Ἄννα–Μαρία, οἱ ὁποῖοι θὰ παραμείνουν ἐπὶ τριήμερον. bbox=[1393, 1289, 1590, 1341]
article-text: ΛΟΝΔΙΝΟΝ, 13. (Γαλ. Πρ. – Γιουναϊτεντ). – Ἡ Σοβ. Ἕνωσις καὶ ἡ Κίνα ἐπανέλαβον τὰς ἐπιθέσεις των κατ' ἀλλήλων. Ὁ κ. Κρούστσεφ ἐδήλωσεν ὅτι αἱ διαφοραὶ εἶναι πλέον ἀγεφύρωτοι. bbox=[1393, 742, 1590, 794]
article-body bbox=[165, 1463, 310, 1547]
subheading: ΑΙ ΕΠΙΣΤΟΛΑΙ ΠΑΠΑΝΔΡΕΟΥ — ΖΙΒΚΟΦ bbox=[1394, 387, 1589, 399]
article-text: «Εἰς διάφορα ἐκπροσωπήματα προσκύνησαν καὶ μίαν ἀπολυμένων τῶν ὅρων ἐπὶ πιστώσεις, τὰς ὁποίας κατέθεσεν ἡ Τράπεζα τῆς Ἑλλάδος καὶ κατ' ἐπέκτασιν τὸ ἑλληνικὸν Δημόσιον πρὸς τὸ γερμανικὸν κράτος κατὰ τὴν περίοδον τῆς κατοχῆς πόλεων τῶν συμμάχων παρὰ τῶν ἐλλήνων κατοίκων. Τοῦτο ἐδήλωσεν εἰς ἀρμοδίους πολιτικοὺς κύκλους ὁ ἀντιπρόεδρος τῆς Ὁμοσπονδιακῆς Βουλῆς. Ἡ ἑλληνικὴ ἀξίωσις ἀναφέρεται εἰς τὰ ποσὰ τὰ ὁποῖα κατεβλήθησαν ὑπὸ τῆς Τραπέζης τῆς Ἑλλάδος κατὰ τὴν διάρκειαν τῆς κατοχῆς. bbox=[14, 278, 310, 370]
article-text: Σὲ ὁλόκληρον τὴν νῆσον ἐπικρατεῖ ἀνησυχία ἐκ τῶν τελευταίων ἀποκαλύψεων. Ὁ ἐκπρόσωπος τοῦ ΟΗΕ ἐδήλωσεν ὅτι Τοῦρκοι στρατιῶται ἀποβιβάζονται κρυφίως εἰς τὰς βορείους ἀκτὰς τῆς νήσου. Ὁ Ἀρχιεπίσκοπος Μακάριος συνεκάλεσε τὸ Ὑπουργικὸν Συμβούλιον διὰ νὰ ἐξετάσῃ τὴν κατάστασιν. Ἐν τῷ μεταξὺ Ἀγγλικοὶ καὶ Τουρκικοὶ κύκλοι κατηγοροῦν τὴν Ἑλλάδα ὅτι ἀποστέλλει ὅπλα εἰς τὴν Κύπρον, διὰ νὰ ἀποσπάσουν τὴν προσοχὴν τῆς διεθνοῦς κοινῆς γνώμης. bbox=[320, 251, 564, 343]
masthead bbox=[10, 6, 1592, 57]
article-text: Ἐπραγματοποιήθη χθὲς ἡ συγκέντρωσις τῶν ἀντιπροσώπων διὰ τὰ ἔκτακτα μέτρα. bbox=[825, 925, 1177, 946]
article-subheadline: ΕΠΡΑΓΜΑΤΟΠΟΙΗΘΗ ΗΔΗ ΔΙΑ ΤΩΝ ΔΗΜΟΝ bbox=[556, 1243, 767, 1255]
article-subheadline: ΑΠΟΚΛΕΙΕΤΑΙ ΠΛΕΟΝ ΣΥΜΦΙΛΙΩΣΙΣ bbox=[1275, 602, 1503, 619]
article-text: Ὁ ὑπουργὸς τῶν Ἐσωτερικῶν κ. Τουμπάς ἐδήλωσεν ὅτι δὲν ἀντιμετωπίζεται ἐπαναπατρισμὸς τῶν κομμουνιστῶν προσφύγων. bbox=[320, 931, 490, 973]
article-text: Εὑρέθη χθὲς τὸ ἀπόγευμα εἰς τὴν ὁδὸν Καλλιδρομίου νεκρὸς ὁ 40ετὴς Γ. Καλαμαρᾶς. Ἡ Ἀστυνομία διερευνᾷ τὰ αἴτια τοῦ θανάτου. bbox=[14, 1515, 159, 1567]
article-cultural-center bbox=[825, 470, 1177, 549]
article-body bbox=[320, 1123, 490, 1154]
banner-headline-accusations: ΑΝΤΙΠΕΡΙΣΠΑΣΜΟΣ ΑΓΓΛΩΝ ΚΑΙ ΤΟΥΡΚΩΝ ΔΙΑ ΚΑΤΗΓΟΡΙΩΝ ΕΝΑΝΤΙΟΝ ΤΗΣ ΕΛΛΑΔΟΣ bbox=[320, 151, 816, 228]
article-headline: ΣΥΓΚΕΝΤΡΩΣΙΣ ΣΥΝΔΙΚΑΛΙΣΤΙΚΩΝ ΣΤΕΛΕΧΩΝ ΔΙΑ ΚΑΘΙΕΡΩΣΙΝ ΔΗΜΟΚΡΑΤΙΑΣ ΕΙΣ ΤΑ ΣΩΜΑΤΕΙΑ bbox=[512, 1427, 811, 1459]
article-text: ΛΟΝΔΙΝΟΝ, 13. (Γαλ. Πρ. – Γιουναϊτεντ). – Ἡ Σοβ. Ἕνωσις καὶ ἡ Κίνα ἐπανέλαβον τὰς ἐπιθέσεις των κατ' ἀλλήλων. Ὁ κ. Κρούστσεφ ἐδήλωσεν ὅτι αἱ διαφοραὶ εἶναι πλέον ἀγεφύρωτοι. bbox=[1188, 689, 1385, 741]
subheading: Ο κ. ΚΙΤΣΙΚΗΣ bbox=[706, 1302, 774, 1314]
belgrade-columns bbox=[1188, 240, 1590, 550]
subheadline: Αἱ ἐπὶ πλέον χορηγηθεῖσαι πιστώσεις bbox=[52, 468, 272, 515]
cyprus-columns bbox=[320, 251, 816, 642]
article-text: ΓΕΝΕΥΗ, 13. (Γαλλ. Πρακτ.). – Ὁ διαμεσολαβητὴς τοῦ ΟΗΕ ἀναμένεται νὰ συναντηθῇ μετὰ τῆς ἑλληνικῆς ἀντιπροσωπείας. bbox=[825, 421, 1177, 442]
article-text: ΛΟΝΔΙΝΟΝ, 13. (Γαλ. Πρ. – Γιουναϊτεντ). – Ἡ Σοβ. Ἕνωσις καὶ ἡ Κίνα ἐπανέλαβον τὰς ἐπιθέσεις των κατ' ἀλλήλων. Ὁ κ. Κρούστσεφ ἐδήλωσεν ὅτι αἱ διαφοραὶ εἶναι πλέον ἀγεφύρωτοι. bbox=[1393, 689, 1590, 741]
article-court bbox=[165, 1421, 310, 1675]
article-body bbox=[14, 520, 310, 759]
article-body bbox=[320, 1285, 490, 1316]
article-text: Ὁ ὑπουργὸς κ. Μελᾶς ἐνημέρωσε τὸν πρωθυπουργὸν διὰ τὰ τρέχοντα ζητήματα. bbox=[320, 1284, 490, 1316]
article-body bbox=[320, 1349, 490, 1380]
article-kicker: ΚΑΤΑΣΚΕΥΗ ΚΟΙΝΩΝ ΕΡΓΩΝ bbox=[337, 703, 473, 715]
article-headline: ΔΙΕΞΩΣΑΝ ΑΥΤΟΧΕΙΡΑ ΑΝΔΡΕΣ ΤΗΣ ΑΜΕΣΟΥ ΔΡΑΣΕΩΣ bbox=[31, 1423, 142, 1459]
article-church bbox=[825, 553, 1177, 630]
article-text: Ὁ ἀρχηγὸς τῆς ΕΡΕ κ. Π. Κανελλόπουλος ἐδήλωσεν ὅτι τὸ κόμμα του θὰ καταψηφίσῃ τὸ νομοσχέδιον περὶ Παιδείας. bbox=[1188, 1499, 1385, 1530]
article-text: Ὁ ὑπουργὸς τῶν Συγκοινωνιῶν κ. Σ. Ἀλλαμάνης ἀνεκοίνωσε ὅτι ἐνεκρίθησαν πιστώσεις διὰ τὴν ἐκτέλεσιν ἔργων εἰς τὰ ἀεροδρόμια Ἡρακλείου, Ρόδου, Κω, Σάμου καὶ Χανίων. Τὸ συνολικὸν ποσὸν ἀνέρχεται εἰς 17.000.000 δρχ. Ἐπίσης ἐνεκρίθη ἡ κατασκευὴ νέων ἀεροσταθμῶν. bbox=[14, 1227, 310, 1278]
mid-narrow-column bbox=[320, 653, 490, 1629]
article-text: Ὁ πρωθυπουργὸς κ. Γ. Παπανδρέου θὰ ρυθμίσῃ τὸ θέμα τοῦ Πνευματικοῦ Κέντρου τῆς Ἀθήνας κατὰ τὴν προσεχῆ ἑβδομάδα. bbox=[825, 528, 1177, 550]
mayors-columns bbox=[507, 1259, 816, 1419]
article-text: ΛΟΝΔΙΝΟΝ, 13. (Γαλ. Πρ. – Γιουναϊτεντ). – Ἡ Σοβ. Ἕνωσις καὶ ἡ Κίνα ἐπανέλαβον τὰς ἐπιθέσεις των κατ' ἀλλήλων. Ὁ κ. Κρούστσεφ ἐδήλωσεν ὅτι αἱ διαφοραὶ εἶναι πλέον ἀγεφύρωτοι. bbox=[1393, 636, 1590, 688]
article-text: ΘΕΣΣΑΛΟΝΙΚΗ, 13. (Τοῦ ἀνταποκριτοῦ μας). – Ὁ Εἰσαγγελεὺς Ἐφετῶν προτείνει τὴν ἀπόρριψιν τῆς αἰτήσεως ἐξαιρέσεως τοῦ ἀνακριτοῦ κ. Σαρτζετάκη. bbox=[1393, 1062, 1590, 1104]
article-headline: ΕΚΗΡΥΧΘΗΣΑΝ ΤΑ ΥΠΟΣΤΕΙΑ ΤΗΣ ΝΕΑΣ ΑΛΙΚΑΡΝΑΣΣΟΥ bbox=[320, 1318, 490, 1346]
article-king bbox=[1188, 1267, 1590, 1400]
article-body bbox=[1393, 847, 1590, 973]
article-headline: Ο ΥΠΟΥΡΓΟΣ ΕΞΩΤΕΡΙΚΩΝ ΤΗΣ ΜΑΔΑΓΑΣΚΑΡΗΣ bbox=[1393, 1520, 1590, 1548]
article-text: Συνεχίζεται ἡ ἀπεργία τοῦ προσωπικοῦ τῶν λεωφορείων τῆς Ε.Η.Σ. Αἱ διαπραγματεύσεις δὲν ἀπέδωσαν. bbox=[825, 756, 1177, 777]
article-text: ΚΕΡΚΥΡΑ, 13. (Τοῦ ἀνταποκριτοῦ μας). – Ἀφίχθησαν σήμερον ἐνταῦθα ὁ Βασιλεὺς Κωνσταντῖνος καὶ ἡ μνηστή του Πριγκήπισσα Ἄννα–Μαρία, οἱ ὁποῖοι θὰ παραμείνουν ἐπὶ τριήμερον. bbox=[1188, 1342, 1385, 1394]
article-body bbox=[825, 756, 1177, 799]
article-text: Συνηντήθησαν χθὲς ὁ δήμαρχος Ἀθηναίων κ. Πλυτᾶς καὶ ὁ δήμαρχος Πειραιῶς κ. Κιτσίκης διὰ κοινὰ προβλήματα. bbox=[664, 1317, 816, 1359]
article-papandreou bbox=[1188, 804, 1590, 977]
article-text: Ὁ κ. Ἀλτενμπουργκ ἐτόνισεν ἐπίσης ὅτι ἡ Δημοκρατία τῆς Ὁμοσπονδίας εἶναι διατεθειμένη νὰ ἐξετάσῃ τὸ θέμα τῆς ἐπιστροφῆς τῶν ποσῶν. Τὰ ποσὰ ταῦτα ἐχορηγήθησαν ὡς δάνειον πρὸς τὰς γερμανικὰς ἀρχὰς κατοχῆς. Ἡ γερμανικὴ κυβέρνησις ἀναγνωρίζει τὴν ὕπαρξιν τῆς ὀφειλῆς, ἀλλὰ ἐπιφυλάσσεται ὡς πρὸς τὸν χρόνον καὶ τὸν τρόπον τῆς ἐξοφλήσεως. Ἀναμένεται ὅτι αἱ συνομιλίαι θὰ συνεχισθοῦν ἐντὸς τοῦ προσεχοῦς φθινοπώρου. bbox=[14, 519, 310, 591]
article-text: Εὑρέθη χθὲς τὸ ἀπόγευμα εἰς τὴν ὁδὸν Καλλιδρομίου νεκρὸς ὁ 40ετὴς Γ. Καλαμαρᾶς. Ἡ Ἀστυνομία διερευνᾷ τὰ αἴτια τοῦ θανάτου. bbox=[14, 1462, 159, 1514]
masthead-contact: ΤΗΛΕΦΩΝΟΝ ΓΡΑΦΕΙΩΝ: 624.501 — ΤΥΠΟΓΡΑΦΕΙΑ: ΓΕΡΑΝΙΟΥ 7. ΤΗΛΕΦ. 537.061 bbox=[1191, 36, 1580, 47]
article-text: ΘΕΣΣΑΛΟΝΙΚΗ, 13. (Τοῦ ἀνταποκριτοῦ μας). – Ὁ Εἰσαγγελεὺς Ἐφετῶν προτείνει τὴν ἀπόρριψιν τῆς αἰτήσεως ἐξαιρέσεως τοῦ ἀνακριτοῦ κ. Σαρτζετάκη. bbox=[1188, 1020, 1385, 1061]
article-text: ΛΟΝΔΙΝΟΝ, 13. (Γαλ. Πρ. – Γιουναϊτεντ). – Ἡ Σοβ. Ἕνωσις καὶ ἡ Κίνα ἐπανέλαβον τὰς ἐπιθέσεις των κατ' ἀλλήλων. Ὁ κ. Κρούστσεφ ἐδήλωσεν ὅτι αἱ διαφοραὶ εἶναι πλέον ἀγεφύρωτοι. bbox=[1188, 636, 1385, 688]
article-text: Εἰς τὸ θέατρον «Κοτοπούλη» πραγματοποιήθη χθὲς συγκέντρωσις συνδικαλιστικῶν στελεχῶν διὰ τὴν καθιέρωσιν δημοκρατικῶν ἀρχῶν εἰς τὰ σωματεῖα. bbox=[664, 1461, 816, 1523]
papandreou-columns bbox=[1188, 847, 1590, 973]
article-text: Περὶ τὰ μεσάνυκτα τῆς Κυριακῆς συνελήφθη ὁ κλέπτης αὐτοκινήτων ὁ ὁποῖος κατεδικάσθη εἰς φυλάκισιν 4 ἐτῶν. bbox=[1393, 1486, 1590, 1517]
mid-section bbox=[320, 648, 816, 1629]
article-strike bbox=[825, 722, 1177, 799]
article-text: Σὲ ὁλόκληρον τὴν νῆσον ἐπικρατεῖ ἀνησυχία ἐκ τῶν τελευταίων ἀποκαλύψεων. Ὁ ἐκπρόσωπος τοῦ ΟΗΕ ἐδήλωσεν ὅτι Τοῦρκοι στρατιῶται ἀποβιβάζονται κρυφίως εἰς τὰς βορείους ἀκτὰς τῆς νήσου. Ὁ Ἀρχιεπίσκοπος Μακάριος συνεκάλεσε τὸ Ὑπουργικὸν Συμβούλιον διὰ νὰ ἐξετάσῃ τὴν κατάστασιν. Ἐν τῷ μεταξὺ Ἀγγλικοὶ καὶ Τουρκικοὶ κύκλοι κατηγοροῦν τὴν Ἑλλάδα ὅτι ἀποστέλλει ὅπλα εἰς τὴν Κύπρον, διὰ νὰ ἀποσπάσουν τὴν προσοχὴν τῆς διεθνοῦς κοινῆς γνώμης. bbox=[320, 548, 564, 641]
article-text: Συνηντήθησαν χθὲς ὁ δήμαρχος Ἀθηναίων κ. Πλυτᾶς καὶ ὁ δήμαρχος Πειραιῶς κ. Κιτσίκης διὰ κοινὰ προβλήματα. bbox=[664, 1258, 816, 1300]
article-text: ΚΕΡΚΥΡΑ, 13. (Τοῦ ἀνταποκριτοῦ μας). – Ἀφίχθησαν σήμερον ἐνταῦθα ὁ Βασιλεὺς Κωνσταντῖνος καὶ ἡ μνηστή του Πριγκήπισσα Ἄννα–Μαρία, οἱ ὁποῖοι θὰ παραμείνουν ἐπὶ τριήμερον. bbox=[1393, 1342, 1590, 1394]
article-body bbox=[1393, 1020, 1590, 1106]
article-headline: Ο ΕΙΣΑΓΓΕΛΕΥΣ ΠΡΟΤΕΙΝΕΙ ΤΗΝ ΑΠΟΡΡΙΨΙΝ ΤΗΣ ΑΙΤΗΣΕΩΣ ΜΗΤΣΟΥ ΔΙΑ ΤΟΝ κ. ΣΑΡΤΖΕΤΑΚΗΝ bbox=[1212, 985, 1566, 1017]
subheading: Ο ΜΑΚΑΡΙΟΣ ΠΕΡΙΜΕΝΕΙ bbox=[940, 406, 1062, 418]
article-headline: Ο κ. ΜΕΛΑΣ ΕΝΗΜΕΡΩΣΕ ΤΟΝ ΠΡΩΘΥΠΟΥΡΓΟΝ bbox=[320, 1254, 490, 1282]
column-center bbox=[320, 62, 816, 2276]
article-text: «Εἰς διάφορα ἐκπροσωπήματα προσκύνησαν καὶ μίαν ἀπολυμένων τῶν ὅρων ἐπὶ πιστώσεις, τὰς ὁποίας κατέθεσεν ἡ Τράπεζα τῆς Ἑλλάδος καὶ κατ' ἐπέκτασιν τὸ ἑλληνικὸν Δημόσιον πρὸς τὸ γερμανικὸν κράτος κατὰ τὴν περίοδον τῆς κατοχῆς πόλεων τῶν συμμάχων παρὰ τῶν ἐλλήνων κατοίκων. Τοῦτο ἐδήλωσεν εἰς ἀρμοδίους πολιτικοὺς κύκλους ὁ ἀντιπρόεδρος τῆς Ὁμοσπονδιακῆς Βουλῆς. Ἡ ἑλληνικὴ ἀξίωσις ἀναφέρεται εἰς τὰ ποσὰ τὰ ὁποῖα κατεβλήθησαν ὑπὸ τῆς Τραπέζης τῆς Ἑλλάδος κατὰ τὴν διάρκειαν τῆς κατοχῆς. bbox=[14, 666, 310, 759]
article-text: Τὴν 6.30 π.μ. χθὲς, τὸ ντηζελόπλοιον «Ἐλευθερία» συνεκρούσθη μετὰ τοῦ φέρυ-μπὼτ «Σαλαμίς» ἐντὸς τοῦ λιμένος τοῦ Πειραιῶς. Ἐτραυματίσθησαν ἐλαφρῶς τρεῖς ἐπιβάται. bbox=[1188, 1152, 1385, 1204]
article-headline: ΕΓΚΡΙΣΙΣ ΠΙΣΤΩΣΕΩΣ ΔΙΑ ΤΟ ΣΑΝΑΤΟΡΙΟΝ ΠΑΤΡΩΝ bbox=[860, 953, 1142, 968]
subheading: ΤΑ ΕΛΛΗΝΟΒΟΥΛΓΑΡΙΚΑ bbox=[1226, 461, 1347, 473]
article-text: Ὀργανα τῆς Ἀσφαλείας συνέλαβον χθὲς τὸν γνωστὸν μαστρωπόν. bbox=[320, 1586, 490, 1607]
subheading: ΜΕΤΡΑ ΤΟΥ ΥΠΟΥΡΓΟΥ ΓΕΩΡΓΙΑΣ κ. ΜΠΑΛΤΑΤΖΗ bbox=[541, 875, 782, 887]
article-text: ΛΕΥΚΩΣΙΑ, 13. (Τοῦ ἀνταποκριτοῦ μας). – Ἡ Κυπριακὴ Κυβέρνησις ἐπέδωσε διαμαρτυρίαν πρὸς τὸν ΟΗΕ διὰ τὰς παραβιάσεις τοῦ ἐναερίου χώρου ὑπὸ τουρκικῶν ἀεροσκαφῶν. bbox=[572, 485, 816, 527]
article-headline: ΗΡΧΙΣΕΝ Η ΣΥΝΕΛΕΥΣΙΣ ΤΩΝ ΛΕΙΤΟΥΡΓΩΝ ΜΕΣΗΣ bbox=[35, 1292, 289, 1324]
article-body bbox=[665, 891, 817, 1017]
article-body bbox=[507, 730, 659, 872]
column-left bbox=[14, 62, 310, 2276]
article-body bbox=[320, 1467, 490, 1530]
article-text: ΚΟΡΙΝΘΟΣ, 13. (Τοῦ ἀνταποκριτοῦ μας). – Καταστροφικὴ θύελλα ἐπλήξεν τὴν ἀνατολικὴν Κορινθίαν. Αἱ ζημίαι εἰς τὰς καλλιεργείας εἶναι σοβαρώταται. bbox=[507, 890, 659, 952]
article-text: ΚΑΒΑΛΑ, 13. (Τοῦ ἀνταποκριτοῦ μας). – Ἁλιεῖς ἀνέφεραν ὅτι εἶδον θαλάσσιον κῆτος πλησίον τῶν ἀκτῶν. bbox=[165, 1579, 310, 1620]
article-text: Ὁ κ. Ἀλτενμπουργκ ἐτόνισεν ἐπίσης ὅτι ἡ Δημοκρατία τῆς Ὁμοσπονδίας εἶναι διατεθειμένη νὰ ἐξετάσῃ τὸ θέμα τῆς ἐπιστροφῆς τῶν ποσῶν. Τὰ ποσὰ ταῦτα ἐχορηγήθησαν ὡς δάνειον πρὸς τὰς γερμανικὰς ἀρχὰς κατοχῆς. Ἡ γερμανικὴ κυβέρνησις ἀναγνωρίζει τὴν ὕπαρξιν τῆς ὀφειλῆς, ἀλλὰ ἐπιφυλάσσεται ὡς πρὸς τὸν χρόνον καὶ τὸν τρόπον τῆς ἐξοφλήσεως. Ἀναμένεται ὅτι αἱ συνομιλίαι θὰ συνεχισθοῦν ἐντὸς τοῦ προσεχοῦς φθινοπώρου. bbox=[14, 593, 310, 665]
subheading: ΚΥΠΡΙΑΚΗ ΔΙΑΜΑΡΤΥΡΙΑ bbox=[632, 470, 756, 482]
article-text: Καιρὸς ἀνομοιόμορφος. Θερμοκρασία εἰς τὰς Ἀθήνας μεταξὺ 22 καὶ 34 βαθμῶν. Ἄνεμοι βόρειοι 4 — 5 Μποφόρ. bbox=[14, 1588, 159, 1630]
article-teachers bbox=[14, 1288, 310, 1417]
subheading: Ο ΟΗΕ ΑΠΟΚΑΛΥΠΤΕΙ bbox=[388, 533, 496, 545]
article-text: ΛΟΝΔΙΝΟΝ, 13. (Ἀθ. Πρακτ.). – Ἡ ἐφημερὶς «Ἔβενιγκ Στάνταρντ» γράφει ὅτι ἡ Τουρκία θὰ πρέπει νὰ ἀποσύρῃ τὰς κατηγορίας της. bbox=[825, 293, 1177, 315]
bottom-right-columns bbox=[1188, 1404, 1590, 1584]
article-text: Συνελήφθη ὑπὸ τῆς Ἀσφαλείας διαρρήκτης ὁ ὁποῖος εἶχε διαπράξει σειρὰν κλοπῶν. bbox=[320, 1220, 490, 1251]
article-body bbox=[665, 1090, 817, 1216]
article-body bbox=[1188, 847, 1385, 973]
article-text: Τὸ τελευταῖον τεῦχος τοῦ ἀγγλικοῦ περιοδικοῦ «Ἐκόνομιστ» δημοσιεύει ἄρθρον διὰ τὸν Ἕλληνα Πρωθυπουργόν, εἰς τὸ ὁποῖον ἐξαίρει τὴν πολιτικὴν του φυσιογνωμίαν καὶ τὰς προσπαθείας του διὰ τὴν λύσιν τοῦ Κυπριακοῦ. bbox=[1393, 909, 1590, 971]
article-text: ΛΟΝΔΙΝΟΝ, 13. (Γαλ. Πρ. – Γιουναϊτεντ). – Ἡ Σοβ. Ἕνωσις καὶ ἡ Κίνα ἐπανέλαβον τὰς ἐπιθέσεις των κατ' ἀλλήλων. Ὁ κ. Κρούστσεφ ἐδήλωσεν ὅτι αἱ διαφοραὶ εἶναι πλέον ἀγεφύρωτοι. bbox=[1188, 742, 1385, 794]
article-text: Ὁ ὑπουργὸς τῶν Συγκοινωνιῶν κ. Σ. Ἀλλαμάνης ἀνεκοίνωσε ὅτι ἐνεκρίθησαν πιστώσεις διὰ τὴν ἐκτέλεσιν ἔργων εἰς τὰ ἀεροδρόμια Ἡρακλείου, Ρόδου, Κω, Σάμου καὶ Χανίων. Τὸ συνολικὸν ποσὸν ἀνέρχεται εἰς 17.000.000 δρχ. Ἐπίσης ἐνεκρίθη ἡ κατασκευὴ νέων ἀεροσταθμῶν. bbox=[14, 1120, 310, 1172]
article-consortium bbox=[14, 764, 310, 1053]
article-text: Τὴν 6.30 π.μ. χθὲς, τὸ ντηζελόπλοιον «Ἐλευθερία» συνεκρούσθη μετὰ τοῦ φέρυ-μπὼτ «Σαλαμίς» ἐντὸς τοῦ λιμένος τοῦ Πειραιῶς. Ἐτραυματίσθησαν ἐλαφρῶς τρεῖς ἐπιβάται. bbox=[1393, 1152, 1590, 1204]
article-text: Εἰς τὴν αἴθουσαν τοῦ Συλλόγου «Παρνασσὸς» ἤρχισαν χθὲς αἱ ἐργασίαι τῆς Γενικῆς Συνελεύσεως τῶν Λειτουργῶν Μέσης Ἐκπαιδεύσεως. Παρέστησαν ὁ ὑπουργὸς Παιδείας καὶ ἐκπρόσωποι τῶν κομμάτων. bbox=[14, 1369, 310, 1411]
article-text: Συνηντήθησαν χθὲς ὁ δήμαρχος Ἀθηναίων κ. Πλυτᾶς καὶ ὁ δήμαρχος Πειραιῶς κ. Κιτσίκης διὰ κοινὰ προβλήματα. bbox=[507, 1376, 659, 1417]
article-text: Εἰς τὸ θέατρον «Κοτοπούλη» πραγματοποιήθη χθὲς συγκέντρωσις συνδικαλιστικῶν στελεχῶν διὰ τὴν καθιέρωσιν δημοκρατικῶν ἀρχῶν εἰς τὰ σωματεῖα. bbox=[664, 1524, 816, 1586]
article-body bbox=[665, 1461, 817, 1587]
article-body bbox=[1393, 1153, 1590, 1259]
article-body bbox=[665, 730, 817, 872]
article-body bbox=[825, 653, 1177, 718]
article-hospital-strike bbox=[825, 995, 1177, 1036]
unions-columns bbox=[507, 1461, 816, 1587]
article-sanatorium bbox=[825, 950, 1177, 991]
article-headline: ΑΥΤΟΚΙΝΗΤΩΝ Ι.Χ. ΑΠΕΚΦΑΣΙΣ 4ΕΤΗ bbox=[1393, 1467, 1590, 1483]
dateline: ΒΟΝΝΗ, 13. (Τοῦ ἀνταποκριτοῦ μας).— bbox=[24, 278, 239, 288]
article-body bbox=[825, 969, 1177, 991]
article-body bbox=[14, 1327, 310, 1411]
column-rule bbox=[498, 653, 499, 1629]
corinth-columns-2 bbox=[507, 891, 816, 1017]
article-text: Ἀφίχθη τὴν Κυριακὴν εἰς Ἀθήνας ὁ Πρόεδρος τοῦ Κονσόρτσιουμ διὰ τὴν Ἑλλάδα κ. Κάουφμαν, ὅστις θὰ ἐξετάσῃ μετὰ τῶν ἁρμοδίων μελῶν τῆς Κυβερνήσεως τὰ ζητήματα τῆς οἰκονομικῆς βοηθείας πρὸς τὴν χώραν μας. Χθὲς συνεργάσθη μετὰ τοῦ ὑπουργοῦ Συντονισμοῦ κ. Κ. Μητσοτάκη καὶ τοῦ διοικητοῦ τῆς Τραπέζης τῆς Ἑλλάδος κ. Ζολώτα. bbox=[14, 859, 310, 921]
kicker: ΣΥΜΦΩΝΙΑ ΜΕ ΑΓΓΛΟΥΣ ΟΜΟΛΟΓΙΟΥΧΟΥΣ bbox=[32, 262, 292, 274]
headline-spacer bbox=[825, 62, 1177, 182]
article-soviet-china bbox=[1188, 556, 1590, 800]
article-text: Τὸ τελευταῖον τεῦχος τοῦ ἀγγλικοῦ περιοδικοῦ «Ἐκόνομιστ» δημοσιεύει ἄρθρον διὰ τὸν Ἕλληνα Πρωθυπουργόν, εἰς τὸ ὁποῖον ἐξαίρει τὴν πολιτικὴν του φυσιογνωμίαν καὶ τὰς προσπαθείας του διὰ τὴν λύσιν τοῦ Κυπριακοῦ. bbox=[1188, 909, 1385, 971]
article-text: Ὑπὸ τοῦ Α΄ Μονομελοῦς Πλημμελειοδικείου ἐδικάζετο χθὲς ὁ Ν. Παπαδόπουλος, ὅτε ὑπέστη νευρικὴν κρίσιν. bbox=[165, 1462, 310, 1504]
article-headline: ΟΙ ΠΝΕΥΜΑΤΙΚΟΙ ΔΕΣΜΟΙ ΤΗΣ ΕΛΛΑΔΟΣ ΜΕ ΤΗΝ ΑΡΓΕΝΤΙΝΗΝ bbox=[831, 807, 1171, 822]
headline-belgrade: Συνομιλίαι μὲ τὸ Βελιγράδιον διὰ τροποποίησιν τῆς Συμφωνίας περὶ μεθοριακῆς ἐπικοινωνίας bbox=[1208, 68, 1570, 215]
article-headline: ΕΙΣ ΑΠΕΡΓΙΑΝ ΟΙ ΥΠΑΛΛΗΛΟΙ ΤΩΝ ΝΟΣΟΚΟΜΕΙΩΝ bbox=[863, 999, 1139, 1014]
article-headline: ΣΥΝΕΡΓΑΣΤΗ ΣΗΜΕΡΟΝ Η ΝΟΜΟΘΕΤΙΚΗ ΕΠΙΤΡΟΠΗ bbox=[539, 1025, 784, 1057]
article-body bbox=[507, 891, 659, 1017]
article-text: Κατὰ τὰς διεξαγομένας εἰς Βελιγράδιον ἑλληνογιουγκοσλαυϊκὰς συνομιλίας ἐξετάζονται αἱ τροποποιήσεις τῆς Συμφωνίας περὶ μεθοριακῆς ἐπικοινωνίας. Ἀμφότεραι αἱ πλευραὶ ἐξέφρασαν τὴν ἐπιθυμίαν διευκολύνσεως τῶν κατοίκων τῶν παραμεθορίων περιοχῶν. bbox=[1393, 240, 1590, 312]
article-headline: ΣΥΝΑΝΤΗΣΙΣ ΤΩΝ κ.κ. ΠΛΥΤΑ ΚΑΙ ΚΙΤΣΙΚΗ bbox=[538, 1224, 785, 1240]
article-vardinogiannis bbox=[825, 634, 1177, 718]
article-text: Ἐνεκρίθη πίστωσις διὰ τὴν ἐπέκτασιν τοῦ Σανατορίου Πατρῶν. bbox=[835, 980, 1109, 991]
article-text: ΚΟΡΙΝΘΟΣ, 13. (Τοῦ ἀνταποκριτοῦ μας). – Καταστροφικὴ θύελλα ἐπλήξεν τὴν ἀνατολικὴν Κορινθίαν. Αἱ ζημίαι εἰς τὰς καλλιεργείας εἶναι σοβαρώταται. bbox=[664, 953, 816, 1015]
column-rule bbox=[820, 60, 821, 2274]
article-kicker: ΕΠΙ ΝΕΩΝ ΒΑΣΕΩΝ ΤΟ ΕΛΛΗΝΙΚΟΝ ΠΡΟΒΛΗΜΑ. – ΑΙ ΧΘΕΣΙΝΑΙ ΣΥΣΚΕΨΕΙΣ bbox=[35, 833, 289, 856]
subheading: ΕΠΙ ΤΗΣ ΜΑΓΝΗΣΙΑΝ bbox=[689, 794, 791, 806]
article-text: Ὁ ἀρχηγὸς τῆς ΕΡΕ κ. Π. Κανελλόπουλος ἐδήλωσεν ὅτι τὸ κόμμα του θὰ καταψηφίσῃ τὸ νομοσχέδιον περὶ Παιδείας. bbox=[1188, 1433, 1385, 1465]
article-text: ΚΟΡΙΝΘΟΣ, 13. (Τοῦ ἀνταποκριτοῦ μας). – Καταστροφικὴ θύελλα ἐπλήξεν τὴν ἀνατολικὴν Κορινθίαν. Αἱ ζημίαι εἰς τὰς καλλιεργείας εἶναι σοβαρώταται. bbox=[507, 953, 659, 1015]
subheading: Ο ΑΡΧΙΕΠΙΣΚΟΠΟΣ ΤΗΣ ΓΕΝΕΥΗΝ bbox=[918, 317, 1084, 329]
article-body bbox=[1393, 1434, 1590, 1465]
article-body bbox=[825, 587, 1177, 630]
subheading: Ο κ. ΚΑΤΣΩΤΑΣ bbox=[545, 1302, 620, 1314]
article-text: ΘΕΣΣΑΛΟΝΙΚΗ, 13. (Τοῦ ἀνταποκριτοῦ μας). – Ὁ Εἰσαγγελεὺς Ἐφετῶν προτείνει τὴν ἀπόρριψιν τῆς αἰτήσεως ἐξαιρέσεως τοῦ ἀνακριτοῦ κ. Σαρτζετάκη. bbox=[1188, 1062, 1385, 1104]
banner-headline-cyprus: ΤΟΥΡΚΟΙ ΑΠΟΒΙΒΑΖΟΝΤΑΙ ΕΙΣ ΤΗΝ ΚΥΠΡΟΝ ΜΥΣΤΙΚΩΣ, ΑΠΟΚΑΛΥΠΤΕΙ ΕΚΠΡΟΣΩΠΟΣ ΤΟΥ ΟΗΕ bbox=[321, 66, 815, 143]
masthead-dateline: ΤΡΙΤΗ 14 ΙΟΥΛΙΟΥ 1964 ΣΕΛΙΣ 8 ΓΡΑΦΕΙΑ: ΕΛΕΥΘΕΡΙΟΥ ΒΕΝΙΖΕΛΟΥ 20 bbox=[46, 36, 415, 47]
two-small-articles bbox=[14, 1421, 310, 1675]
article-text: Ὁ πρέσβυς τῆς Ἀργεντινῆς ἐδήλωσεν ὅτι οἱ πνευματικοὶ δεσμοὶ τῶν δύο χωρῶν εἶναι στενοί. bbox=[825, 844, 1177, 865]
article-body bbox=[1393, 240, 1590, 550]
article-headline: Ο κ. ΒΑΡΔΙΝΟΓΙΑΝΝΗΣ ΕΠΑΝΗΛΘΕ ΧΘΕΣ ΕΚ ΤΟΥ ΟΥΓΓΑΡΙΑΣ bbox=[835, 638, 1167, 653]
article-text: ΛΕΥΚΩΣΙΑ, 13. (Τοῦ ἀνταποκριτοῦ μας). – Ἡ Κυπριακὴ Κυβέρνησις ἐπέδωσε διαμαρτυρίαν πρὸς τὸν ΟΗΕ διὰ τὰς παραβιάσεις τοῦ ἐναερίου χώρου ὑπὸ τουρκικῶν ἀεροσκαφῶν. bbox=[572, 528, 816, 570]
article-text: Ἐπνίγη χθὲς κατὰ τὴν κολύμβησιν εἰς τὴν παραλίαν τῆς Βούλας 14ετὴς μαθητής. bbox=[320, 1402, 490, 1433]
subheading: Η ΕΠΙΣΚΕΨΙΣ ΕΙΣ ΤΟΝ ΔΗΜΟΝ bbox=[509, 1361, 656, 1373]
article-text: ΚΟΡΙΝΘΟΣ, 13. (Τοῦ ἀνταποκριτοῦ μας). – Καταστροφικὴ θύελλα ἐπλήξεν τὴν ἀνατολικὴν Κορινθίαν. Αἱ ζημίαι εἰς τὰς καλλιεργείας εἶναι σοβαρώταται. bbox=[664, 730, 816, 792]
article-text: ΓΕΝΕΥΗ, 13. (Γαλλ. Πρακτ.). – Ὁ διαμεσολαβητὴς τοῦ ΟΗΕ ἀναμένεται νὰ συναντηθῇ μετὰ τῆς ἑλληνικῆς ἀντιπροσωπείας. bbox=[825, 444, 1177, 465]
article-body bbox=[14, 278, 310, 464]
article-mayors bbox=[507, 1221, 816, 1419]
article-text: Οἱ ὑπάλληλοι τῶν νοσοκομείων προκήρυξαν 24ωρον ἀπεργίαν. bbox=[835, 1026, 1106, 1037]
article-legislative bbox=[507, 1021, 816, 1216]
article-text: ΚΟΡΙΝΘΟΣ, 13. (Τοῦ ἀνταποκριτοῦ μας). – Καταστροφικὴ θύελλα ἐπλήξεν τὴν ἀνατολικὴν Κορινθίαν. Αἱ ζημίαι εἰς τὰς καλλιεργείας εἶναι σοβαρώταται. bbox=[507, 793, 659, 855]
article-text: Ἄγνωστοι διέρρηξαν κατὰ τὴν νύκτα κατάστημα τῆς ὁδοῦ Ἑρμοῦ καὶ ἀφήρεσαν ὑφάσματα ἀξίας 30.000 δρχ. bbox=[1393, 1433, 1590, 1465]
article-headline: ΣΥΓΚΡΟΥΣΙΣ ΔΗΖΕΛΟΠΛΟΙΟΥ ΚΑΙ ΦΕΡΥ-ΜΠΩΤ ΧΘΕΣ ΕΙΣ ΤΟΝ ΠΕΙΡΑΙΑ ΜΕ ΤΡΕΙΣ ΤΡΑΥΜΑΤΙΑΣ bbox=[1207, 1117, 1571, 1149]
article-body bbox=[320, 889, 490, 973]
subheading: ΕΙΣ ΑΔΕΙΑΝ... bbox=[661, 360, 727, 372]
article-body bbox=[165, 1579, 310, 1663]
article-text: Ὁ πρωθυπουργὸς κ. Γ. Παπανδρέου θὰ ρυθμίσῃ τὸ θέμα τοῦ Πνευματικοῦ Κέντρου τῆς Ἀθήνας κατὰ τὴν προσεχῆ ἑβδομάδα. bbox=[825, 506, 1177, 527]
article-text: Ἀφίχθη τὴν Κυριακὴν εἰς Ἀθήνας ὁ Πρόεδρος τοῦ Κονσόρτσιουμ διὰ τὴν Ἑλλάδα κ. Κάουφμαν, ὅστις θὰ ἐξετάσῃ μετὰ τῶν ἁρμοδίων μελῶν τῆς Κυβερνήσεως τὰ ζητήματα τῆς οἰκονομικῆς βοηθείας πρὸς τὴν χώραν μας. Χθὲς συνεργάσθη μετὰ τοῦ ὑπουργοῦ Συντονισμοῦ κ. Κ. Μητσοτάκη καὶ τοῦ διοικητοῦ τῆς Τραπέζης τῆς Ἑλλάδος κ. Ζολώτα. bbox=[14, 985, 310, 1047]
article-text: Ἡ Ἐπιτροπὴ Ἐξουσιοδοτήσεως τῆς Βουλῆς συνέρχεται σήμερον διὰ νὰ ἐξετάσῃ τὰ νομοσχέδια περὶ 35ετίας τῶν δημοσίων ὑπαλλήλων καὶ περὶ ὀργανώσεως τῆς Παιδείας. bbox=[664, 1153, 816, 1215]
article-body bbox=[320, 251, 564, 642]
article-headline: Ο κ. ΑΛΛΑΜΑΝΗΣ ΑΝΕΚΟΙΝΩΣΕ ΤΗΝ ΕΓΚΡΙΣΙΝ ΠΙΣΤΩΣΕΩΝ ΔΙ' ΕΚΤΕΛΕΣΙΝ ΕΡΓΩΝ ΕΙΣ ΑΕΡΟΔΡΟΜΙΑ bbox=[35, 1061, 289, 1117]
subheading: ΕΙΣ ΤΟΝ κ. ΚΩΣΤΟΠΟΥΛΟΝ bbox=[340, 1108, 470, 1119]
